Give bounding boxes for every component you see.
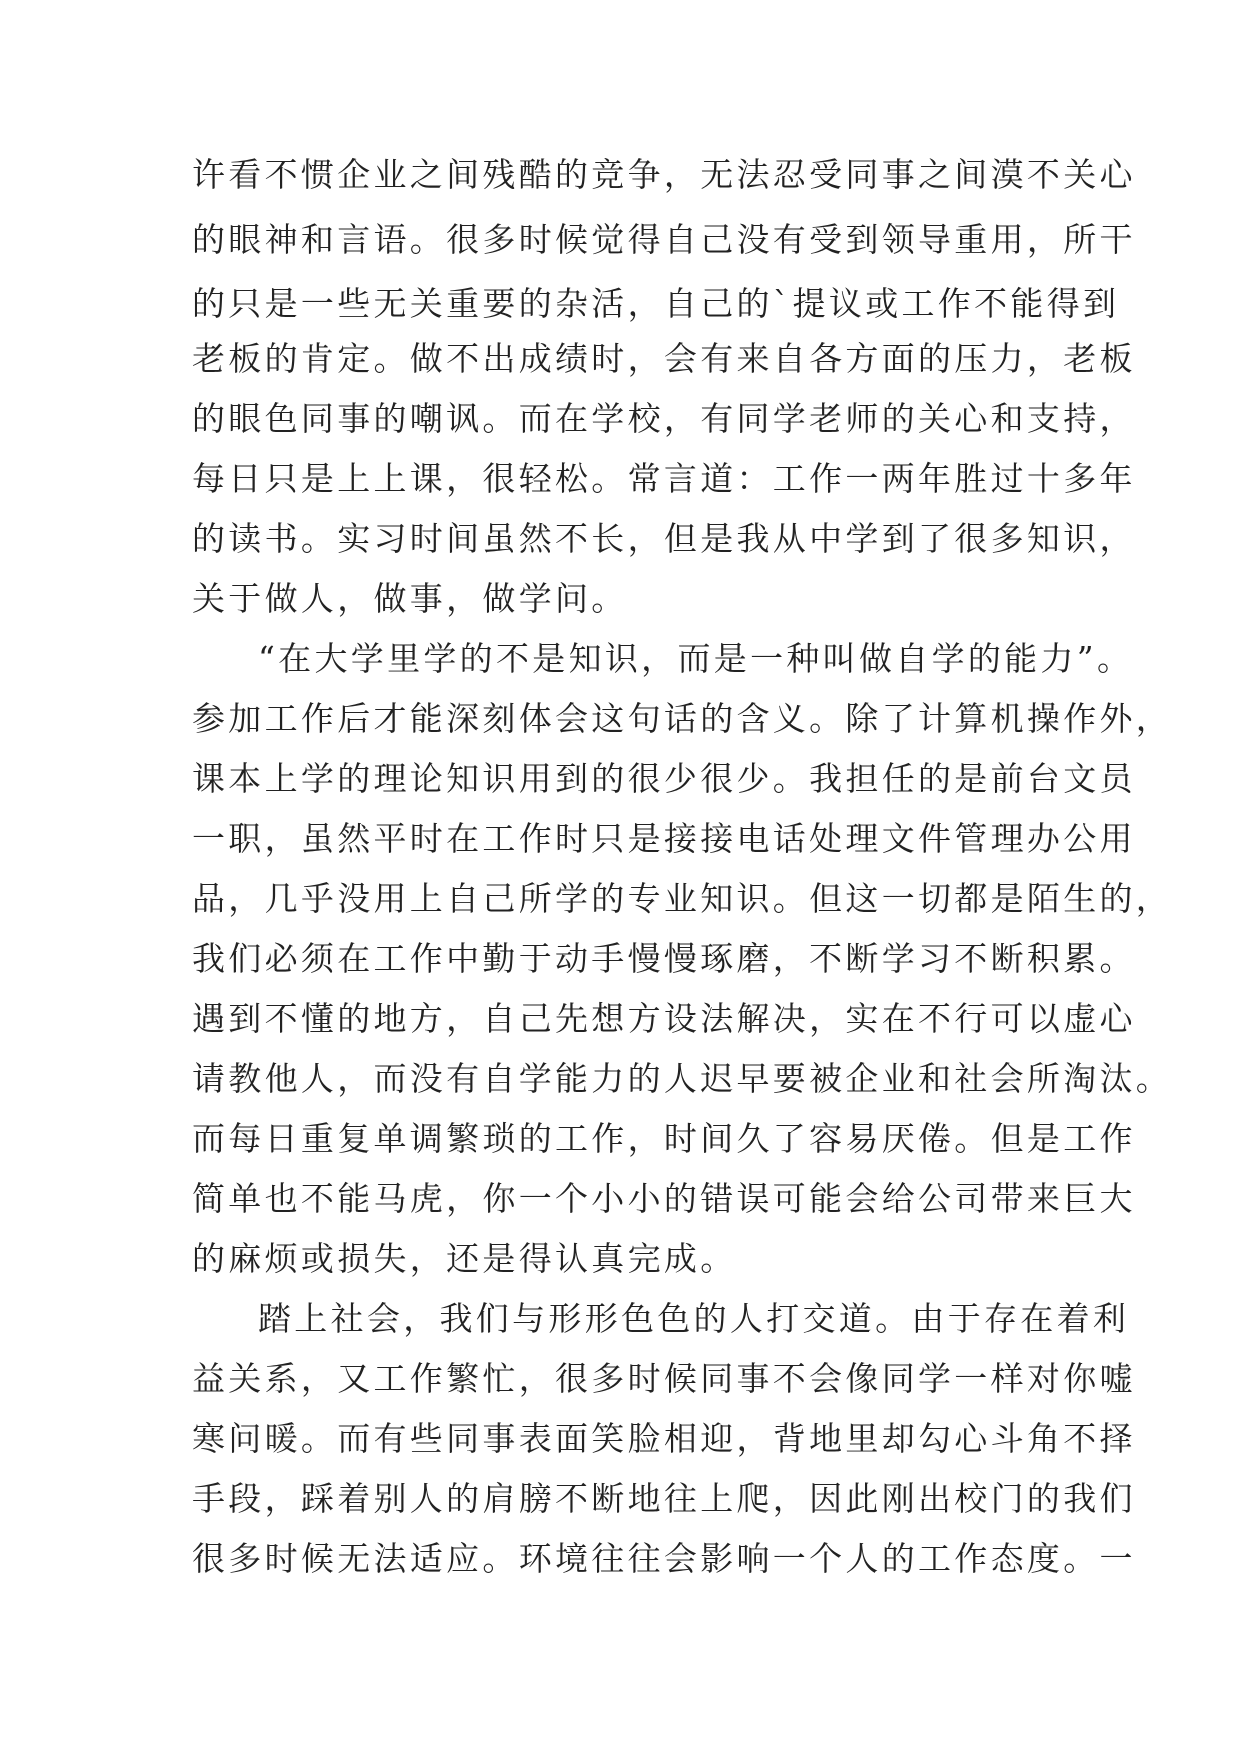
text-line: 益关系，又工作繁忙，很多时候同事不会像同学一样对你嘘 (192, 1359, 1136, 1398)
text-line: 而每日重复单调繁琐的工作，时间久了容易厌倦。但是工作 (192, 1119, 1136, 1158)
text-line: 很多时候无法适应。环境往往会影响一个人的工作态度。一 (192, 1539, 1136, 1578)
text-line: 的麻烦或损失，还是得认真完成。 (192, 1239, 737, 1278)
text-line: 寒问暖。而有些同事表面笑脸相迎，背地里却勾心斗角不择 (192, 1419, 1136, 1458)
text-line: 的读书。实习时间虽然不长，但是我从中学到了很多知识， (192, 519, 1136, 558)
text-line: 每日只是上上课，很轻松。常言道：工作一两年胜过十多年 (192, 459, 1136, 498)
text-line: 请教他人，而没有自学能力的人迟早要被企业和社会所淘汰。 (192, 1059, 1173, 1098)
text-line: 品，几乎没用上自己所学的专业知识。但这一切都是陌生的， (192, 879, 1173, 918)
text-line: 参加工作后才能深刻体会这句话的含义。除了计算机操作外， (192, 699, 1173, 738)
text-line: 我们必须在工作中勤于动手慢慢琢磨，不断学习不断积累。 (192, 939, 1136, 978)
text-line: 遇到不懂的地方，自己先想方设法解决，实在不行可以虚心 (192, 999, 1136, 1038)
text-line: 手段，踩着别人的肩膀不断地往上爬，因此刚出校门的我们 (192, 1479, 1136, 1518)
text-line: 的眼神和言语。很多时候觉得自己没有受到领导重用，所干 (192, 220, 1136, 259)
text-line: 老板的肯定。做不出成绩时，会有来自各方面的压力，老板 (192, 339, 1136, 378)
text-line: 的眼色同事的嘲讽。而在学校，有同学老师的关心和支持， (192, 399, 1136, 438)
paragraph-first-line: “在大学里学的不是知识，而是一种叫做自学的能力”。 (258, 639, 1134, 678)
text-line: 简单也不能马虎，你一个小小的错误可能会给公司带来巨大 (192, 1179, 1136, 1218)
text-line: 许看不惯企业之间残酷的竞争，无法忍受同事之间漠不关心 (192, 155, 1136, 194)
paragraph-first-line: 踏上社会，我们与形形色色的人打交道。由于存在着利 (258, 1299, 1130, 1338)
text-line: 课本上学的理论知识用到的很少很少。我担任的是前台文员 (192, 759, 1136, 798)
text-line: 一职，虽然平时在工作时只是接接电话处理文件管理办公用 (192, 819, 1136, 858)
text-line: 的只是一些无关重要的杂活，自己的`提议或工作不能得到 (192, 284, 1120, 323)
text-line: 关于做人，做事，做学问。 (192, 579, 628, 618)
